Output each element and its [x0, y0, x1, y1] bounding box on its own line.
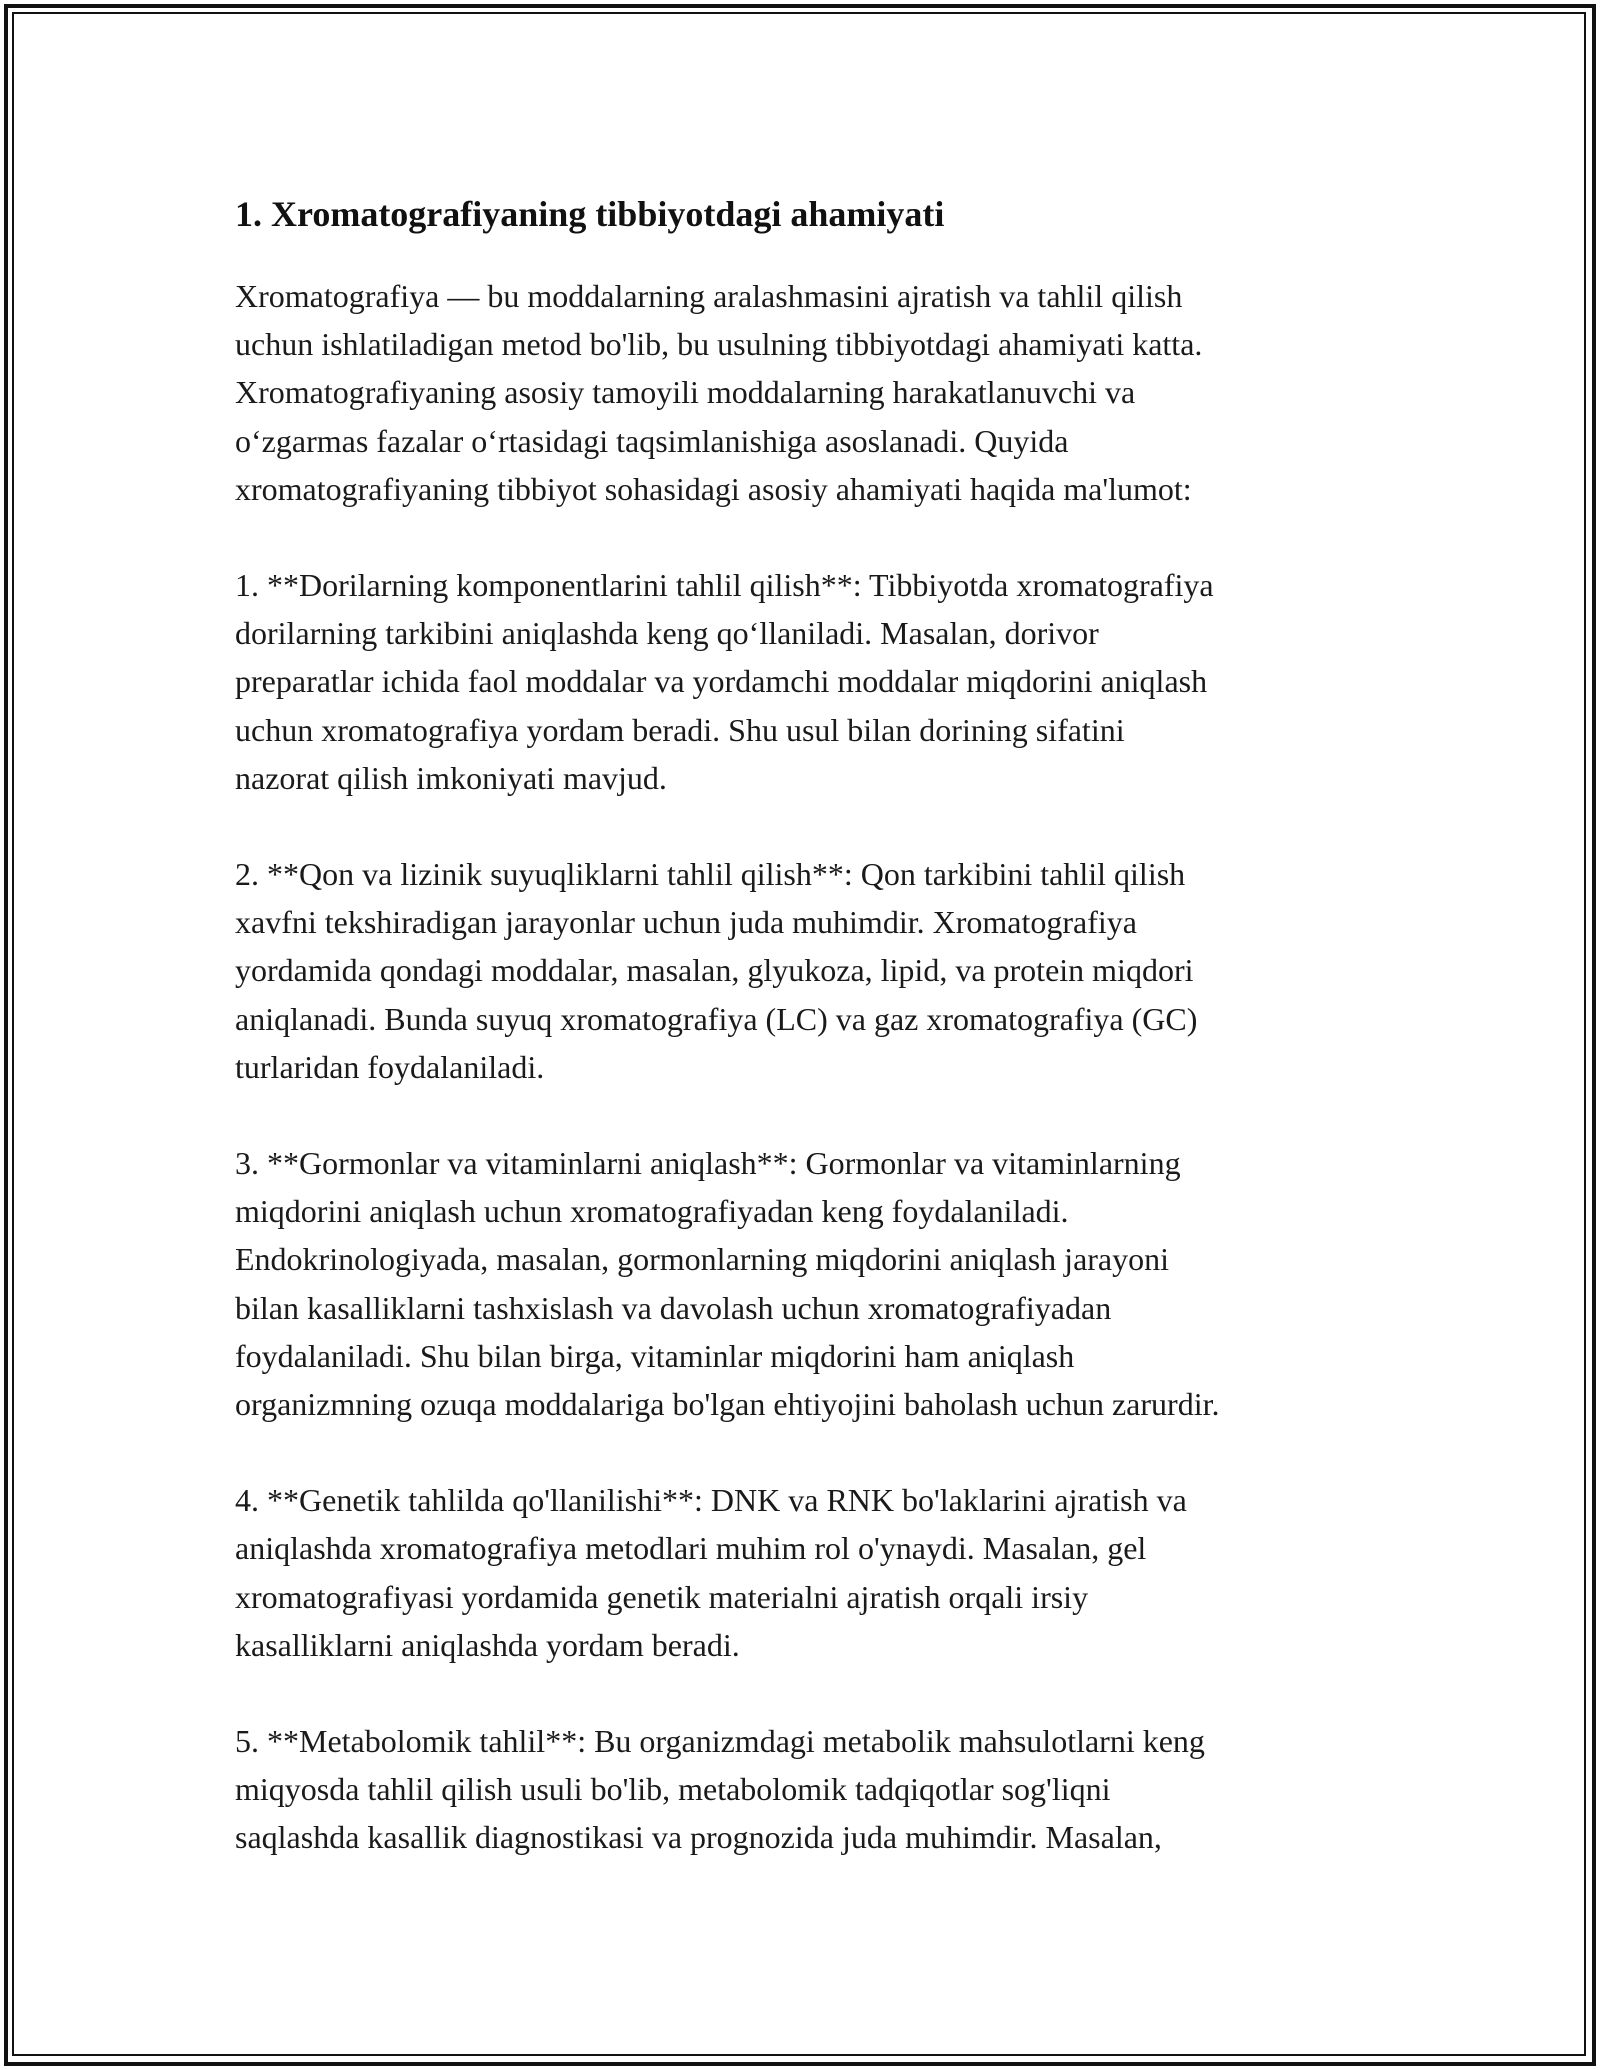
paragraph-3-hormones-vitamins: 3. **Gormonlar va vitaminlarni aniqlash**: Gormonlar va vitaminlarning miqdorini aniqlash uchun xromatografiyadan keng foydalaniladi. Endokrinologiyada, masalan, gormonlarning miqdorini aniqlash jarayoni bilan kasalliklarni tashxislash va davolash uchun xromatografiyadan foydalaniladi. Shu bilan birga, vitaminlar miqdorini ham aniqlash organizmning ozuqa moddalariga bo'lgan ehtiyojini baholash uchun zarurdir.	[235, 1145, 1220, 1423]
paragraph-5-metabolomics: 5. **Metabolomik tahlil**: Bu organizmdagi metabolik mahsulotlarni keng miqyosda tahlil qilish usuli bo'lib, metabolomik tadqiqotlar sog'liqni saqlashda kasallik diagnostikasi va prognozida juda muhimdir. Masalan,	[235, 1723, 1205, 1856]
document-body	[235, 188, 1375, 1910]
document-title: 1. Xromatografiyaning tibbiyotdagi ahamiyati	[235, 194, 945, 234]
intro-paragraph: Xromatografiya — bu moddalarning aralashmasini ajratish va tahlil qilish uchun ishlatiladigan metod bo'lib, bu usulning tibbiyotdagi ahamiyati katta. Xromatografiyaning asosiy tamoyili moddalarning harakatlanuvchi va o‘zgarmas fazalar o‘rtasidagi taqsimlanishiga asoslanadi. Quyida xromatografiyaning tibbiyot sohasidagi asosiy ahamiyati haqida ma'lumot:	[235, 278, 1203, 507]
paragraph-4-genetic-analysis: 4. **Genetik tahlilda qo'llanilishi**: DNK va RNK bo'laklarini ajratish va aniqlashda xromatografiya metodlari muhim rol o'ynaydi. Masalan, gel xromatografiyasi yordamida genetik materialni ajratish orqali irsiy kasalliklarni aniqlashda yordam beradi.	[235, 1482, 1187, 1663]
paragraph-2-blood-analysis: 2. **Qon va lizinik suyuqliklarni tahlil qilish**: Qon tarkibini tahlil qilish xavfni tekshiradigan jarayonlar uchun juda muhimdir. Xromatografiya yordamida qondagi moddalar, masalan, glyukoza, lipid, va protein miqdori aniqlanadi. Bunda suyuq xromatografiya (LC) va gaz xromatografiya (GC) turlaridan foydalaniladi.	[235, 856, 1198, 1085]
paragraph-1-drug-analysis: 1. **Dorilarning komponentlarini tahlil qilish**: Tibbiyotda xromatografiya dorilarning tarkibini aniqlashda keng qo‘llaniladi. Masalan, dorivor preparatlar ichida faol moddalar va yordamchi moddalar miqdorini aniqlash uchun xromatografiya yordam beradi. Shu usul bilan dorining sifatini nazorat qilish imkoniyati mavjud.	[235, 567, 1214, 796]
